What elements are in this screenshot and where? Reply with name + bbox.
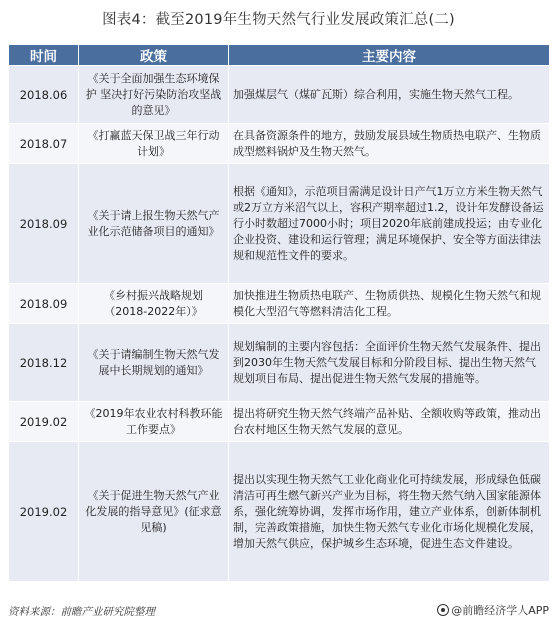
table-row xyxy=(9,324,550,402)
row-policy: 《关于请编制生物天然气发展中长期规划的通知》 xyxy=(79,324,229,402)
table-row xyxy=(9,164,550,284)
row-content: 提出以实现生物天然气工业化商业化可持续发展，形成绿色低碳清洁可再生燃气新兴产业为目标，将生物天然气纳入国家能源体系，强化统筹协调，发挥市场作用，建立产业体系，创新体制机制，完善政策措施，加快生物天然气专业化市场化规模化发展，增加天然气供应，保护城乡生态环境，促进生态文件建设。 xyxy=(229,442,550,582)
row-time: 2019.02 xyxy=(9,402,79,442)
brand-mark xyxy=(437,602,549,618)
row-time: 2019.02 xyxy=(9,442,79,582)
row-content: 加快推进生物质热电联产、生物质供热、规模化生物天然气和规模化大型沼气等燃料清洁化工程。 xyxy=(229,284,550,324)
row-policy: 《关于促进生物天然气产业化发展的指导意见》(征求意见稿) xyxy=(79,442,229,582)
source-note: 资料来源：前瞻产业研究院整理 xyxy=(8,606,155,618)
row-policy: 《关于全面加强生态环境保护 坚决打好污染防治攻坚战的意见》 xyxy=(79,66,229,124)
row-policy: 《乡村振兴战略规划（2018-2022年）》 xyxy=(79,284,229,324)
row-content: 提出将研究生物天然气终端产品补贴、全额收购等政策，推动出台农村地区生物天然气发展的意见。 xyxy=(229,402,550,442)
header-policy: 政策 xyxy=(79,45,229,66)
brand-logo-icon xyxy=(437,604,449,616)
row-policy: 《关于请上报生物天然气产业化示范储备项目的通知》 xyxy=(79,164,229,284)
table-row xyxy=(9,442,550,582)
row-policy: 《2019年农业农村科教环能工作要点》 xyxy=(79,402,229,442)
table-row xyxy=(9,66,550,124)
row-time: 2018.09 xyxy=(9,164,79,284)
row-time: 2018.09 xyxy=(9,284,79,324)
header-time: 时间 xyxy=(9,45,79,66)
row-content: 加强煤层气（煤矿瓦斯）综合利用，实施生物天然气工程。 xyxy=(229,66,550,124)
chart-title: 图表4：截至2019年生物天然气行业发展政策汇总(二) xyxy=(102,12,455,28)
table-header-row xyxy=(9,45,550,66)
row-content: 在具备资源条件的地方，鼓励发展县域生物质热电联产、生物质成型燃料锅炉及生物天然气。 xyxy=(229,124,550,164)
brand-label: @前瞻经济学人APP xyxy=(451,604,549,617)
row-time: 2018.06 xyxy=(9,66,79,124)
policy-table xyxy=(8,44,550,582)
row-content: 根据《通知》，示范项目需满足设计日产气1万立方米生物天然气或2万立方米沼气以上，容积产期率超过1.2，设计年发酵设备运行小时数超过7000小时；项目2020年底前建成投运；由专业化企业投资、建设和运行管理；满足环境保护、安全等方面法律法规和规范性文件的要求。 xyxy=(229,164,550,284)
row-time: 2018.12 xyxy=(9,324,79,402)
table-row xyxy=(9,284,550,324)
row-content: 规划编制的主要内容包括：全面评价生物天然气发展条件、提出到2030年生物天然气发展目标和分阶段目标、提出生物天然气规划项目布局、提出促进生物天然气发展的措施等。 xyxy=(229,324,550,402)
table-row xyxy=(9,402,550,442)
row-time: 2018.07 xyxy=(9,124,79,164)
table-row xyxy=(9,124,550,164)
header-content: 主要内容 xyxy=(229,45,550,66)
row-policy: 《打赢蓝天保卫战三年行动计划》 xyxy=(79,124,229,164)
